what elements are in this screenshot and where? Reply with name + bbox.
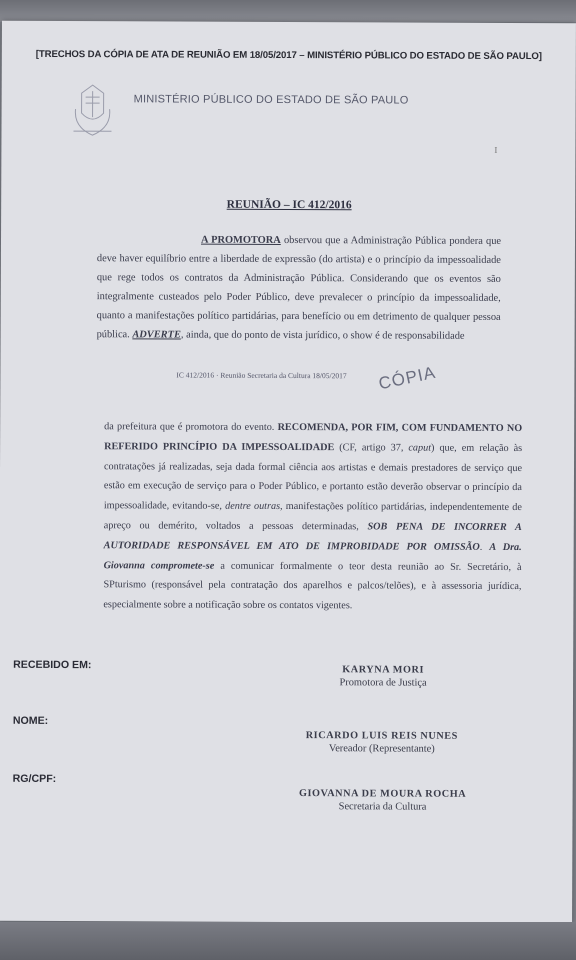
document-header: [TRECHOS DA CÓPIA DE ATA DE REUNIÃO EM 18/05/2017 – MINISTÉRIO PÚBLICO DO ESTADO DE SÃO PAULO] [35,48,542,63]
paragraph-2-text-b: (CF, artigo 37, [334,442,409,454]
page-footer-reference: IC 412/2016 · Reunião Secretaria da Cultura 18/05/2017 [176,370,347,381]
sob-pena-clause: SOB PENA DE INCORRER A AUTORIDADE RESPONSÁVEL EM ATO DE IMPROBIDADE POR OMISSÃO [103,521,522,553]
paragraph-1-text-a: observou que a Administração Pública pondera que deve haver equilíbrio entre a liberdade de expressão (do artista) e o princípio da impessoalidade que rege todos os contratos da Administração Pública. Considerando que os eventos são integralmente custeados pelo Poder Público, deve prevalecer o princípio da impessoalidade, quanto a manifestações político partidárias, para benefício ou em detrimento de qualquer pessoa pública. [96,234,502,341]
signature-role: Secretaria da Cultura [338,801,427,813]
paragraph-2-text-f: a comunicar formalmente o teor desta reunião ao Sr. Secretário, à SPturismo (responsável pela contratação dos aparelhos e palcos/telões), e à assessoria jurídica, especialmente sobre a notificação sobre os contatos vigentes. [103,560,522,612]
signature-secretaria [283,788,483,813]
paragraph-1-text-b: , ainda, que do ponto de vista jurídico, o show é de responsabilidade [180,329,465,342]
recomenda-clause: RECOMENDA, POR FIM, COM FUNDAMENTO NO REFERIDO PRINCÍPIO DA IMPESSOALIDADE [104,421,523,454]
background-top [0,0,576,22]
document-page [0,21,576,923]
signature-name: GIOVANNA DE MOURA ROCHA [298,788,467,800]
paragraph-2-text-d: manifestações político partidárias, independentemente de apreço ou demérito, voltados a pessoas determinadas, [103,501,522,533]
giovanna-commitment: A Dra. Giovanna compromete-se [103,541,522,572]
promotora-lead: A PROMOTORA [200,234,281,246]
page-mark: I [494,144,498,155]
name-label: NOME: [12,714,49,727]
paragraph-2-text-e: . [479,541,490,553]
background-bottom [0,922,576,960]
caput-word: caput [408,442,432,454]
signature-promotora [323,664,443,689]
adverte-word: ADVERTE [132,329,181,341]
paragraph-2-text-a: da prefeitura que é promotora do evento. [104,421,278,433]
dentre-outras: dentre outras, [225,500,283,513]
meeting-title: REUNIÃO – IC 412/2016 [226,198,352,212]
paragraph-2-text-c: ) que, em relação às contratações já realizadas, seja dada formal ciência aos artistas e demais prestadores de serviço que estão em execução de serviço para o Poder Público, e portanto estão deverão observar o princípio da impessoalidade, evitando-se, [103,442,523,512]
coat-of-arms-icon [67,79,117,141]
signature-role: Vereador (Representante) [328,743,435,755]
signature-name: RICARDO LUIS REIS NUNES [305,730,458,742]
paragraph-2 [103,417,522,617]
copy-stamp: CÓPIA [376,362,438,394]
signature-name: KARYNA MORI [342,664,425,676]
signature-vereador [289,730,475,755]
organization-name: MINISTÉRIO PÚBLICO DO ESTADO DE SÃO PAULO [133,93,409,107]
received-label: RECEBIDO EM: [13,658,92,672]
rg-cpf-label: RG/CPF: [12,772,57,785]
signature-role: Promotora de Justiça [339,677,427,689]
